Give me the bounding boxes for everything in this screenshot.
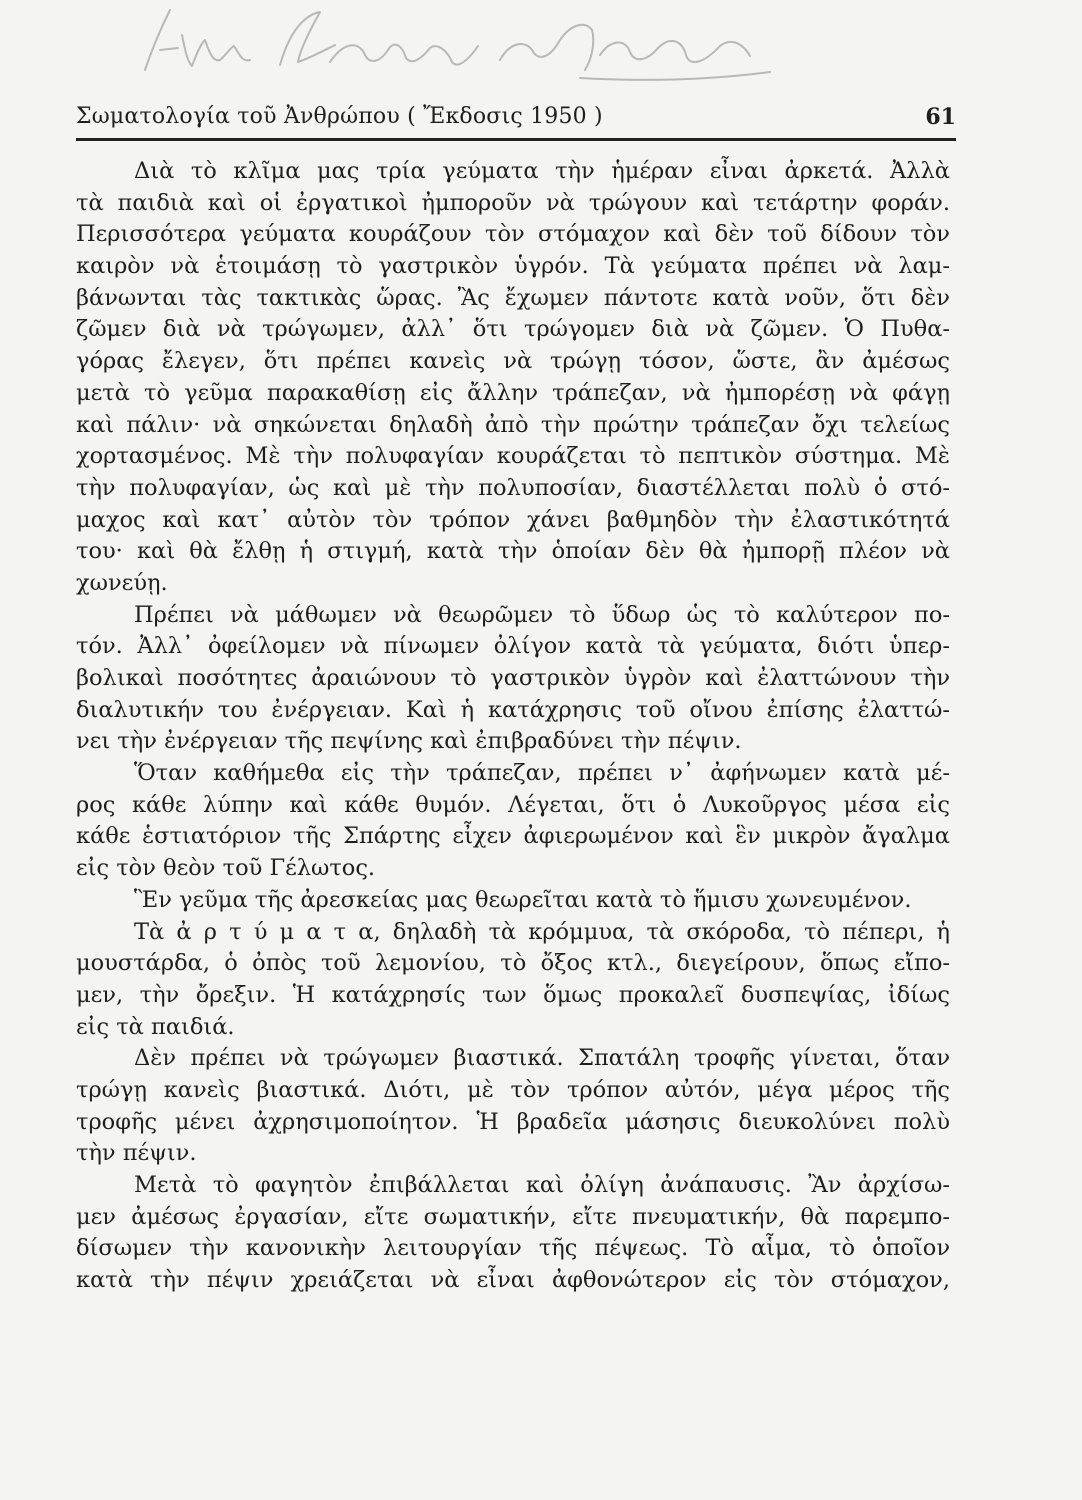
text-line: Ἓν γεῦμα τῆς ἀρεσκείας μας θεωρεῖται κατὰ τὸ ἥμισυ χωνευμένον. [134,886,912,913]
header-rule [76,138,956,141]
text-line: μετὰ τὸ γεῦμα παρακαθίσῃ εἰς ἄλλην τράπεζαν, νὰ ἠμπορέσῃ νὰ φάγῃ [76,379,950,406]
body-text [76,156,950,1297]
text-line: Μετὰ τὸ φαγητὸν ἐπιβάλλεται καὶ ὀλίγη ἀνάπαυσις. Ἂν ἀρχίσω- [134,1172,950,1198]
text-line: κατὰ τὴν πέψιν χρειάζεται νὰ εἶναι ἀφθονώτερον εἰς τὸν στόμαχον, [76,1267,950,1294]
text-line: δίσωμεν τὴν κανονικὴν λειτουργίαν τῆς πέψεως. Τὸ αἷμα, τὸ ὁποῖον [76,1235,950,1262]
text-line: καιρὸν νὰ ἑτοιμάσῃ τὸ γαστρικὸν ὑγρόν. Τὰ γεύματα πρέπει νὰ λαμ- [76,253,950,280]
running-title: Σωματολογία τοῦ Ἀνθρώπου ( Ἔκδοσις 1950 ) [76,104,603,129]
text-line: βάνωνται τὰς τακτικὰς ὥρας. Ἂς ἔχωμεν πάντοτε κατὰ νοῦν, ὅτι δὲν [76,284,950,311]
text-line: Πρέπει νὰ μάθωμεν νὰ θεωρῶμεν τὸ ὕδωρ ὡς τὸ καλύτερον πο- [134,601,950,628]
text-line: χορτασμένος. Μὲ τὴν πολυφαγίαν κουράζεται τὸ πεπτικὸν σύστημα. Μὲ [76,443,950,470]
text-line: μουστάρδα, ὁ ὀπὸς τοῦ λεμονίου, τὸ ὄξος κτλ., διεγείρουν, ὅπως εἴπο- [76,950,950,977]
text-line: χωνεύῃ. [76,569,168,596]
text-line: ζῶμεν διὰ νὰ τρώγωμεν, ἀλλ᾽ ὅτι τρώγομεν διὰ νὰ ζῶμεν. Ὁ Πυθα- [76,316,950,343]
text-line: τρώγῃ κανεὶς βιαστικά. Διότι, μὲ τὸν τρόπον αὐτόν, μέγα μέρος τῆς [76,1076,950,1103]
text-line: εἰς τὰ παιδιά. [76,1013,235,1040]
text-line: Ὅταν καθήμεθα εἰς τὴν τράπεζαν, πρέπει ν᾽ ἀφήνωμεν κατὰ μέ- [134,760,950,787]
text-line: κάθε ἑστιατόριον τῆς Σπάρτης εἶχεν ἀφιερωμένον καὶ ἓν μικρὸν ἄγαλμα [76,823,950,850]
text-line: τροφῆς μένει ἀχρησιμοποίητον. Ἡ βραδεῖα μάσησις διευκολύνει πολὺ [76,1108,950,1135]
text-line: του· καὶ θὰ ἔλθῃ ἡ στιγμή, κατὰ τὴν ὁποίαν δὲν θὰ ἠμπορῇ πλέον νὰ [76,538,950,565]
text-line: μαχος καὶ κατ᾽ αὐτὸν τὸν τρόπον χάνει βαθμηδὸν τὴν ἐλαστικότητά [76,506,950,533]
text-line: μεν ἀμέσως ἐργασίαν, εἴτε σωματικήν, εἴτε πνευματικήν, θὰ παρεμπο- [76,1203,950,1230]
text-line: Τὰ ἀ ρ τ ύ μ α τ α, δηλαδὴ τὰ κρόμμυα, τὰ σκόροδα, τὸ πέπερι, ἡ [134,918,950,945]
text-line: τὰ παιδιὰ καὶ οἱ ἐργατικοὶ ἠμποροῦν νὰ τρώγουν καὶ τετάρτην φοράν. [76,189,950,216]
text-line: βολικαὶ ποσότητες ἀραιώνουν τὸ γαστρικὸν ὑγρὸν καὶ ἐλαττώνουν τὴν [76,665,950,691]
text-line: καὶ πάλιν· νὰ σηκώνεται δηλαδὴ ἀπὸ τὴν πρώτην τράπεζαν ὄχι τελείως [76,411,950,438]
text-line: διαλυτικήν του ἐνέργειαν. Καὶ ἡ κατάχρησις τοῦ οἴνου ἐπίσης ἐλαττώ- [76,696,950,723]
text-line: εἰς τὸν θεὸν τοῦ Γέλωτος. [76,855,376,882]
text-line: νει τὴν ἐνέργειαν τῆς πεψίνης καὶ ἐπιβραδύνει τὴν πέψιν. [76,728,742,755]
handwritten-pencil-note [130,0,780,100]
text-line: Δὲν πρέπει νὰ τρώγωμεν βιαστικά. Σπατάλη τροφῆς γίνεται, ὅταν [134,1045,950,1072]
text-line: Διὰ τὸ κλῖμα μας τρία γεύματα τὴν ἡμέραν εἶναι ἀρκετά. Ἀλλὰ [134,158,950,184]
text-line: γόρας ἔλεγεν, ὅτι πρέπει κανεὶς νὰ τρώγῃ τόσον, ὥστε, ἂν ἀμέσως [76,348,950,375]
text-line: τὴν πολυφαγίαν, ὡς καὶ μὲ τὴν πολυποσίαν, διαστέλλεται πολὺ ὁ στό- [76,474,950,501]
page-number: 61 [925,104,956,130]
page-header [76,98,956,138]
text-line: τόν. Ἀλλ᾽ ὀφείλομεν νὰ πίνωμεν ὀλίγον κατὰ τὰ γεύματα, διότι ὑπερ- [76,633,950,660]
text-line: τὴν πέψιν. [76,1140,197,1167]
text-line: ρος κάθε λύπην καὶ κάθε θυμόν. Λέγεται, ὅτι ὁ Λυκοῦργος μέσα εἰς [76,791,950,818]
text-line: μεν, τὴν ὄρεξιν. Ἡ κατάχρησίς των ὅμως προκαλεῖ δυσπεψίας, ἰδίως [76,981,950,1008]
text-line: Περισσότερα γεύματα κουράζουν τὸν στόμαχον καὶ δὲν τοῦ δίδουν τὸν [76,221,950,248]
